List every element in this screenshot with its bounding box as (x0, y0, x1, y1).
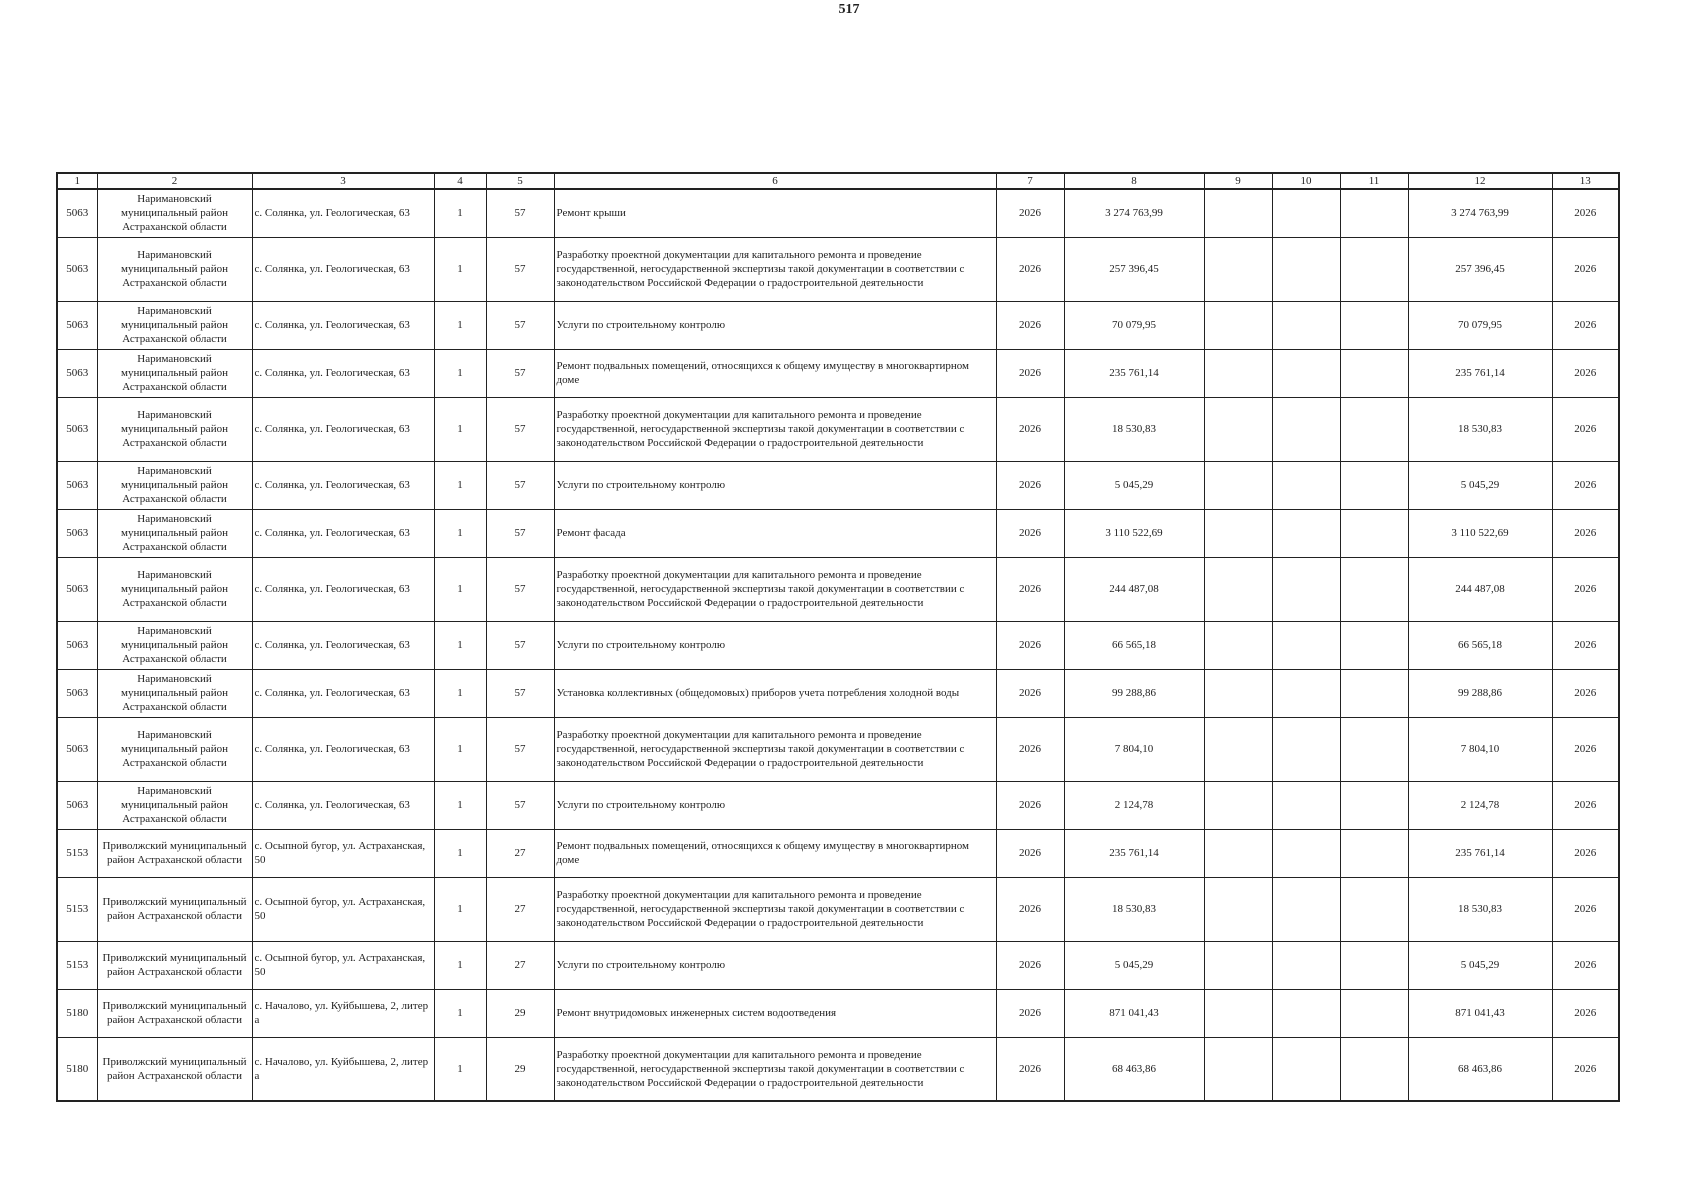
cell-address: с. Началово, ул. Куйбышева, 2, литер а (252, 1037, 434, 1101)
cell-amount: 66 565,18 (1064, 621, 1204, 669)
cell-work-type: Услуги по строительному контролю (554, 301, 996, 349)
cell-col9 (1204, 717, 1272, 781)
cell-col10 (1272, 301, 1340, 349)
cell-end-year: 2026 (1552, 509, 1619, 557)
cell-amount: 70 079,95 (1064, 301, 1204, 349)
cell-district: Наримановский муниципальный район Астраханской области (97, 349, 252, 397)
cell-amount: 3 274 763,99 (1064, 189, 1204, 237)
cell-col5: 57 (486, 301, 554, 349)
cell-address: с. Осыпной бугор, ул. Астраханская, 50 (252, 829, 434, 877)
cell-id: 5180 (57, 1037, 97, 1101)
table-row (57, 237, 1619, 301)
cell-end-year: 2026 (1552, 237, 1619, 301)
cell-total: 3 274 763,99 (1408, 189, 1552, 237)
cell-id: 5153 (57, 941, 97, 989)
cell-col4: 1 (434, 989, 486, 1037)
cell-total: 235 761,14 (1408, 349, 1552, 397)
table-row (57, 189, 1619, 237)
cell-year: 2026 (996, 397, 1064, 461)
cell-col5: 57 (486, 189, 554, 237)
cell-district: Приволжский муниципальный район Астраханской области (97, 989, 252, 1037)
cell-col5: 57 (486, 669, 554, 717)
cell-col5: 57 (486, 621, 554, 669)
cell-year: 2026 (996, 189, 1064, 237)
cell-col5: 57 (486, 509, 554, 557)
cell-col11 (1340, 989, 1408, 1037)
cell-end-year: 2026 (1552, 189, 1619, 237)
cell-col10 (1272, 941, 1340, 989)
cell-end-year: 2026 (1552, 461, 1619, 509)
cell-year: 2026 (996, 877, 1064, 941)
table-row (57, 781, 1619, 829)
cell-total: 5 045,29 (1408, 461, 1552, 509)
cell-col9 (1204, 669, 1272, 717)
cell-col5: 27 (486, 941, 554, 989)
cell-col9 (1204, 621, 1272, 669)
cell-col11 (1340, 349, 1408, 397)
cell-work-type: Разработку проектной документации для капитального ремонта и проведение государственной, негосударственной экспертизы такой документации в соответствии с законодательством Российской Федерации о градостроительной деятельности (554, 877, 996, 941)
cell-col11 (1340, 1037, 1408, 1101)
cell-total: 70 079,95 (1408, 301, 1552, 349)
cell-total: 18 530,83 (1408, 877, 1552, 941)
cell-col10 (1272, 461, 1340, 509)
cell-col10 (1272, 877, 1340, 941)
cell-col10 (1272, 621, 1340, 669)
cell-end-year: 2026 (1552, 621, 1619, 669)
column-header: 3 (252, 173, 434, 189)
cell-end-year: 2026 (1552, 781, 1619, 829)
cell-col11 (1340, 621, 1408, 669)
cell-address: с. Солянка, ул. Геологическая, 63 (252, 557, 434, 621)
cell-col4: 1 (434, 669, 486, 717)
cell-id: 5180 (57, 989, 97, 1037)
cell-col9 (1204, 829, 1272, 877)
cell-end-year: 2026 (1552, 669, 1619, 717)
cell-col11 (1340, 781, 1408, 829)
cell-col5: 29 (486, 989, 554, 1037)
table-row (57, 989, 1619, 1037)
cell-district: Наримановский муниципальный район Астраханской области (97, 781, 252, 829)
cell-id: 5063 (57, 349, 97, 397)
cell-total: 235 761,14 (1408, 829, 1552, 877)
cell-work-type: Ремонт внутридомовых инженерных систем водоотведения (554, 989, 996, 1037)
cell-col9 (1204, 941, 1272, 989)
cell-total: 2 124,78 (1408, 781, 1552, 829)
table-row (57, 349, 1619, 397)
cell-id: 5153 (57, 829, 97, 877)
cell-col10 (1272, 237, 1340, 301)
cell-col9 (1204, 509, 1272, 557)
cell-address: с. Осыпной бугор, ул. Астраханская, 50 (252, 877, 434, 941)
cell-col4: 1 (434, 349, 486, 397)
cell-id: 5063 (57, 237, 97, 301)
cell-address: с. Солянка, ул. Геологическая, 63 (252, 781, 434, 829)
cell-col10 (1272, 1037, 1340, 1101)
cell-work-type: Разработку проектной документации для капитального ремонта и проведение государственной, негосударственной экспертизы такой документации в соответствии с законодательством Российской Федерации о градостроительной деятельности (554, 717, 996, 781)
cell-end-year: 2026 (1552, 349, 1619, 397)
cell-col4: 1 (434, 829, 486, 877)
cell-address: с. Осыпной бугор, ул. Астраханская, 50 (252, 941, 434, 989)
cell-district: Наримановский муниципальный район Астраханской области (97, 717, 252, 781)
cell-col5: 57 (486, 717, 554, 781)
column-header: 5 (486, 173, 554, 189)
cell-total: 871 041,43 (1408, 989, 1552, 1037)
cell-total: 18 530,83 (1408, 397, 1552, 461)
table-row (57, 717, 1619, 781)
cell-col4: 1 (434, 781, 486, 829)
cell-id: 5063 (57, 397, 97, 461)
cell-year: 2026 (996, 781, 1064, 829)
cell-col10 (1272, 349, 1340, 397)
cell-work-type: Услуги по строительному контролю (554, 941, 996, 989)
cell-col4: 1 (434, 301, 486, 349)
cell-address: с. Началово, ул. Куйбышева, 2, литер а (252, 989, 434, 1037)
cell-total: 3 110 522,69 (1408, 509, 1552, 557)
cell-col9 (1204, 301, 1272, 349)
cell-col10 (1272, 989, 1340, 1037)
cell-total: 99 288,86 (1408, 669, 1552, 717)
cell-district: Приволжский муниципальный район Астраханской области (97, 1037, 252, 1101)
cell-district: Приволжский муниципальный район Астраханской области (97, 941, 252, 989)
cell-total: 7 804,10 (1408, 717, 1552, 781)
cell-district: Приволжский муниципальный район Астраханской области (97, 829, 252, 877)
cell-year: 2026 (996, 509, 1064, 557)
cell-col9 (1204, 781, 1272, 829)
cell-col4: 1 (434, 717, 486, 781)
cell-district: Приволжский муниципальный район Астраханской области (97, 877, 252, 941)
cell-address: с. Солянка, ул. Геологическая, 63 (252, 237, 434, 301)
cell-col9 (1204, 237, 1272, 301)
cell-total: 66 565,18 (1408, 621, 1552, 669)
cell-end-year: 2026 (1552, 989, 1619, 1037)
cell-amount: 18 530,83 (1064, 397, 1204, 461)
cell-year: 2026 (996, 717, 1064, 781)
cell-col4: 1 (434, 237, 486, 301)
cell-work-type: Разработку проектной документации для капитального ремонта и проведение государственной, негосударственной экспертизы такой документации в соответствии с законодательством Российской Федерации о градостроительной деятельности (554, 1037, 996, 1101)
cell-address: с. Солянка, ул. Геологическая, 63 (252, 621, 434, 669)
cell-col11 (1340, 829, 1408, 877)
cell-amount: 257 396,45 (1064, 237, 1204, 301)
cell-address: с. Солянка, ул. Геологическая, 63 (252, 397, 434, 461)
table-row (57, 621, 1619, 669)
cell-id: 5063 (57, 557, 97, 621)
cell-id: 5063 (57, 189, 97, 237)
cell-year: 2026 (996, 829, 1064, 877)
column-number-header (57, 173, 1619, 189)
column-header: 13 (1552, 173, 1619, 189)
cell-col11 (1340, 669, 1408, 717)
table-row (57, 877, 1619, 941)
cell-col4: 1 (434, 621, 486, 669)
table-row (57, 301, 1619, 349)
cell-amount: 871 041,43 (1064, 989, 1204, 1037)
column-header: 4 (434, 173, 486, 189)
cell-work-type: Разработку проектной документации для капитального ремонта и проведение государственной, негосударственной экспертизы такой документации в соответствии с законодательством Российской Федерации о градостроительной деятельности (554, 397, 996, 461)
cell-end-year: 2026 (1552, 717, 1619, 781)
cell-total: 257 396,45 (1408, 237, 1552, 301)
cell-address: с. Солянка, ул. Геологическая, 63 (252, 189, 434, 237)
cell-col10 (1272, 717, 1340, 781)
cell-amount: 235 761,14 (1064, 349, 1204, 397)
cell-year: 2026 (996, 557, 1064, 621)
cell-year: 2026 (996, 941, 1064, 989)
cell-col11 (1340, 397, 1408, 461)
table-row (57, 397, 1619, 461)
cell-amount: 5 045,29 (1064, 461, 1204, 509)
cell-col9 (1204, 189, 1272, 237)
cell-col9 (1204, 989, 1272, 1037)
cell-col10 (1272, 397, 1340, 461)
cell-year: 2026 (996, 237, 1064, 301)
cell-address: с. Солянка, ул. Геологическая, 63 (252, 669, 434, 717)
cell-address: с. Солянка, ул. Геологическая, 63 (252, 301, 434, 349)
cell-col9 (1204, 557, 1272, 621)
column-header: 2 (97, 173, 252, 189)
cell-col9 (1204, 461, 1272, 509)
cell-amount: 18 530,83 (1064, 877, 1204, 941)
cell-district: Наримановский муниципальный район Астраханской области (97, 621, 252, 669)
table-row (57, 1037, 1619, 1101)
cell-id: 5063 (57, 621, 97, 669)
cell-id: 5063 (57, 781, 97, 829)
cell-amount: 235 761,14 (1064, 829, 1204, 877)
cell-col4: 1 (434, 397, 486, 461)
cell-col4: 1 (434, 461, 486, 509)
column-header: 8 (1064, 173, 1204, 189)
table-row (57, 941, 1619, 989)
cell-col11 (1340, 877, 1408, 941)
column-header: 11 (1340, 173, 1408, 189)
column-header: 1 (57, 173, 97, 189)
cell-end-year: 2026 (1552, 941, 1619, 989)
cell-amount: 3 110 522,69 (1064, 509, 1204, 557)
cell-address: с. Солянка, ул. Геологическая, 63 (252, 509, 434, 557)
cell-district: Наримановский муниципальный район Астраханской области (97, 301, 252, 349)
cell-year: 2026 (996, 1037, 1064, 1101)
cell-col10 (1272, 829, 1340, 877)
cell-work-type: Услуги по строительному контролю (554, 781, 996, 829)
cell-district: Наримановский муниципальный район Астраханской области (97, 461, 252, 509)
cell-col11 (1340, 717, 1408, 781)
cell-col5: 57 (486, 349, 554, 397)
cell-amount: 5 045,29 (1064, 941, 1204, 989)
cell-col11 (1340, 557, 1408, 621)
cell-id: 5063 (57, 669, 97, 717)
cell-end-year: 2026 (1552, 1037, 1619, 1101)
cell-col9 (1204, 349, 1272, 397)
cell-col5: 57 (486, 461, 554, 509)
cell-address: с. Солянка, ул. Геологическая, 63 (252, 461, 434, 509)
cell-year: 2026 (996, 301, 1064, 349)
cell-work-type: Разработку проектной документации для капитального ремонта и проведение государственной, негосударственной экспертизы такой документации в соответствии с законодательством Российской Федерации о градостроительной деятельности (554, 557, 996, 621)
cell-col10 (1272, 509, 1340, 557)
cell-year: 2026 (996, 621, 1064, 669)
cell-year: 2026 (996, 989, 1064, 1037)
table-row (57, 557, 1619, 621)
cell-district: Наримановский муниципальный район Астраханской области (97, 557, 252, 621)
cell-total: 5 045,29 (1408, 941, 1552, 989)
cell-work-type: Ремонт фасада (554, 509, 996, 557)
cell-col10 (1272, 557, 1340, 621)
cell-end-year: 2026 (1552, 557, 1619, 621)
cell-amount: 244 487,08 (1064, 557, 1204, 621)
cell-col10 (1272, 669, 1340, 717)
column-header: 12 (1408, 173, 1552, 189)
cell-end-year: 2026 (1552, 397, 1619, 461)
cell-col5: 57 (486, 397, 554, 461)
cell-col11 (1340, 941, 1408, 989)
cell-col11 (1340, 237, 1408, 301)
cell-col10 (1272, 189, 1340, 237)
cell-col4: 1 (434, 877, 486, 941)
cell-end-year: 2026 (1552, 301, 1619, 349)
cell-col10 (1272, 781, 1340, 829)
cell-col5: 29 (486, 1037, 554, 1101)
cell-col4: 1 (434, 941, 486, 989)
cell-col5: 57 (486, 557, 554, 621)
cell-address: с. Солянка, ул. Геологическая, 63 (252, 717, 434, 781)
cell-amount: 99 288,86 (1064, 669, 1204, 717)
cell-year: 2026 (996, 669, 1064, 717)
cell-col4: 1 (434, 509, 486, 557)
cell-col9 (1204, 877, 1272, 941)
cell-col4: 1 (434, 189, 486, 237)
cell-amount: 68 463,86 (1064, 1037, 1204, 1101)
cell-work-type: Услуги по строительному контролю (554, 461, 996, 509)
table-row (57, 461, 1619, 509)
cell-id: 5063 (57, 301, 97, 349)
cell-col5: 27 (486, 877, 554, 941)
cell-address: с. Солянка, ул. Геологическая, 63 (252, 349, 434, 397)
cell-col5: 27 (486, 829, 554, 877)
column-header: 10 (1272, 173, 1340, 189)
cell-col11 (1340, 461, 1408, 509)
cell-end-year: 2026 (1552, 829, 1619, 877)
cell-year: 2026 (996, 349, 1064, 397)
cell-district: Наримановский муниципальный район Астраханской области (97, 237, 252, 301)
cell-id: 5063 (57, 509, 97, 557)
cell-district: Наримановский муниципальный район Астраханской области (97, 669, 252, 717)
page-number: 517 (838, 2, 860, 17)
cell-total: 68 463,86 (1408, 1037, 1552, 1101)
column-header: 6 (554, 173, 996, 189)
cell-district: Наримановский муниципальный район Астраханской области (97, 189, 252, 237)
cell-id: 5153 (57, 877, 97, 941)
cell-col4: 1 (434, 1037, 486, 1101)
cell-year: 2026 (996, 461, 1064, 509)
cell-col11 (1340, 301, 1408, 349)
capital-repair-table (56, 172, 1620, 1102)
table-row (57, 829, 1619, 877)
cell-amount: 2 124,78 (1064, 781, 1204, 829)
cell-col4: 1 (434, 557, 486, 621)
table-row (57, 669, 1619, 717)
cell-id: 5063 (57, 717, 97, 781)
cell-work-type: Услуги по строительному контролю (554, 621, 996, 669)
cell-col5: 57 (486, 237, 554, 301)
cell-end-year: 2026 (1552, 877, 1619, 941)
cell-col9 (1204, 397, 1272, 461)
cell-col11 (1340, 509, 1408, 557)
column-header: 7 (996, 173, 1064, 189)
cell-col5: 57 (486, 781, 554, 829)
cell-col9 (1204, 1037, 1272, 1101)
cell-district: Наримановский муниципальный район Астраханской области (97, 397, 252, 461)
cell-id: 5063 (57, 461, 97, 509)
cell-work-type: Ремонт подвальных помещений, относящихся к общему имуществу в многоквартирном доме (554, 349, 996, 397)
cell-work-type: Установка коллективных (общедомовых) приборов учета потребления холодной воды (554, 669, 996, 717)
column-header: 9 (1204, 173, 1272, 189)
cell-amount: 7 804,10 (1064, 717, 1204, 781)
cell-work-type: Ремонт крыши (554, 189, 996, 237)
cell-work-type: Разработку проектной документации для капитального ремонта и проведение государственной, негосударственной экспертизы такой документации в соответствии с законодательством Российской Федерации о градостроительной деятельности (554, 237, 996, 301)
table-row (57, 509, 1619, 557)
cell-work-type: Ремонт подвальных помещений, относящихся к общему имуществу в многоквартирном доме (554, 829, 996, 877)
cell-col11 (1340, 189, 1408, 237)
table-body (57, 189, 1619, 1101)
cell-district: Наримановский муниципальный район Астраханской области (97, 509, 252, 557)
cell-total: 244 487,08 (1408, 557, 1552, 621)
